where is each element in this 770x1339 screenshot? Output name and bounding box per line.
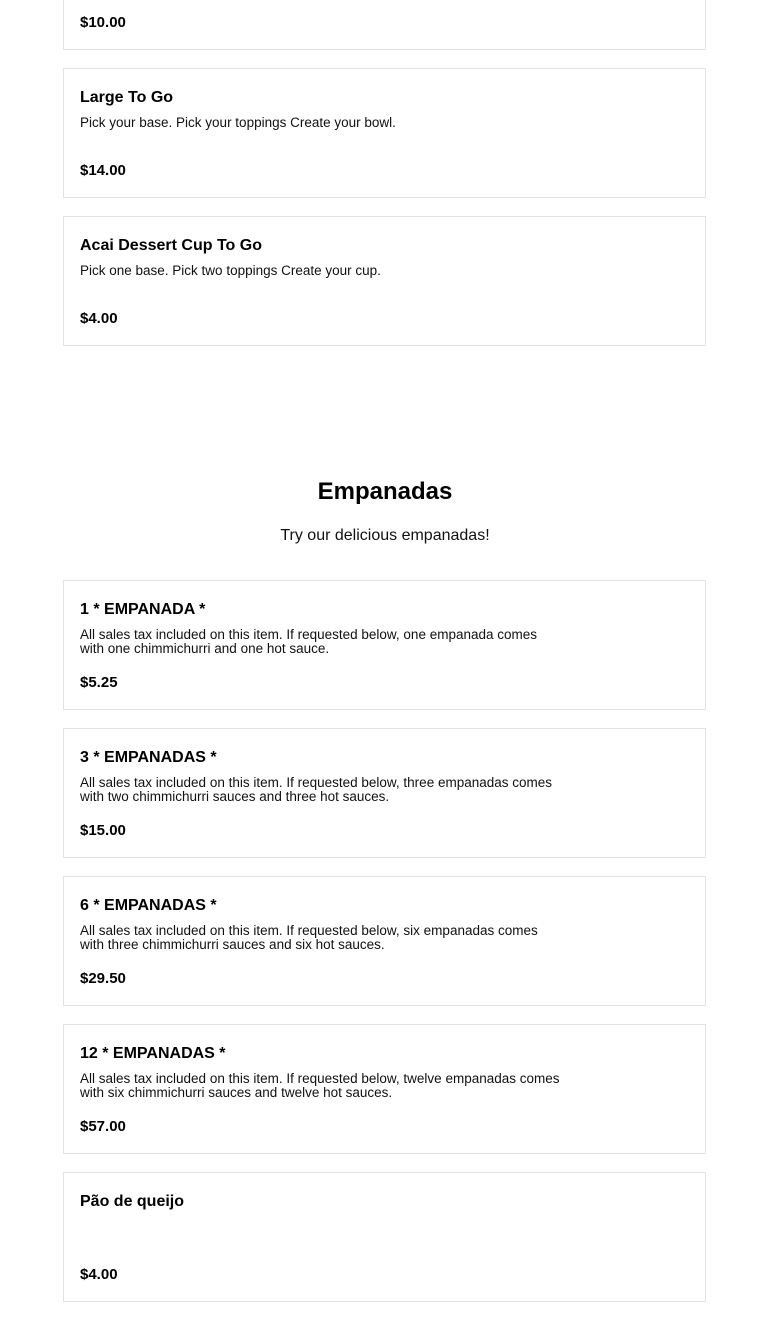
item-price: $4.00 bbox=[80, 1266, 118, 1283]
item-name: Large To Go bbox=[80, 89, 174, 106]
menu-item-card[interactable] bbox=[63, 1172, 706, 1302]
item-description: All sales tax included on this item. If requested below, six empanadas comes with three chimmichurri sauces and six hot sauces. bbox=[80, 923, 538, 952]
item-description: Pick one base. Pick two toppings Create your cup. bbox=[80, 263, 381, 278]
section-title: Empanadas bbox=[317, 478, 453, 505]
item-price: $5.25 bbox=[80, 674, 118, 691]
menu-item-card[interactable] bbox=[63, 68, 706, 198]
section-subtitle: Try our delicious empanadas! bbox=[280, 527, 490, 544]
item-price: $14.00 bbox=[80, 162, 126, 179]
item-name: 12 * EMPANADAS * bbox=[80, 1045, 226, 1062]
menu-item-card[interactable] bbox=[63, 876, 706, 1006]
item-price: $57.00 bbox=[80, 1118, 126, 1135]
item-description: All sales tax included on this item. If requested below, three empanadas comes with two chimmichurri sauces and three hot sauces. bbox=[80, 775, 553, 804]
menu-item-card[interactable] bbox=[63, 0, 706, 50]
item-name: Acai Dessert Cup To Go bbox=[80, 237, 262, 254]
item-name: 6 * EMPANADAS * bbox=[80, 897, 217, 914]
item-price: $29.50 bbox=[80, 970, 126, 987]
item-description: Pick your base. Pick your toppings Create your bowl. bbox=[80, 115, 396, 130]
item-price: $10.00 bbox=[80, 14, 126, 31]
menu-item-card[interactable] bbox=[63, 728, 706, 858]
item-description: All sales tax included on this item. If requested below, twelve empanadas comes with six chimmichurri sauces and twelve hot sauces. bbox=[80, 1071, 560, 1100]
item-description: All sales tax included on this item. If requested below, one empanada comes with one chimmichurri and one hot sauce. bbox=[80, 627, 538, 656]
menu-item-card[interactable] bbox=[63, 216, 706, 346]
menu-item-card[interactable] bbox=[63, 1024, 706, 1154]
item-name: Pão de queijo bbox=[80, 1193, 185, 1210]
menu-item-card[interactable] bbox=[63, 580, 706, 710]
item-price: $15.00 bbox=[80, 822, 126, 839]
item-price: $4.00 bbox=[80, 310, 118, 327]
item-name: 3 * EMPANADAS * bbox=[80, 749, 217, 766]
item-name: 1 * EMPANADA * bbox=[80, 601, 206, 618]
